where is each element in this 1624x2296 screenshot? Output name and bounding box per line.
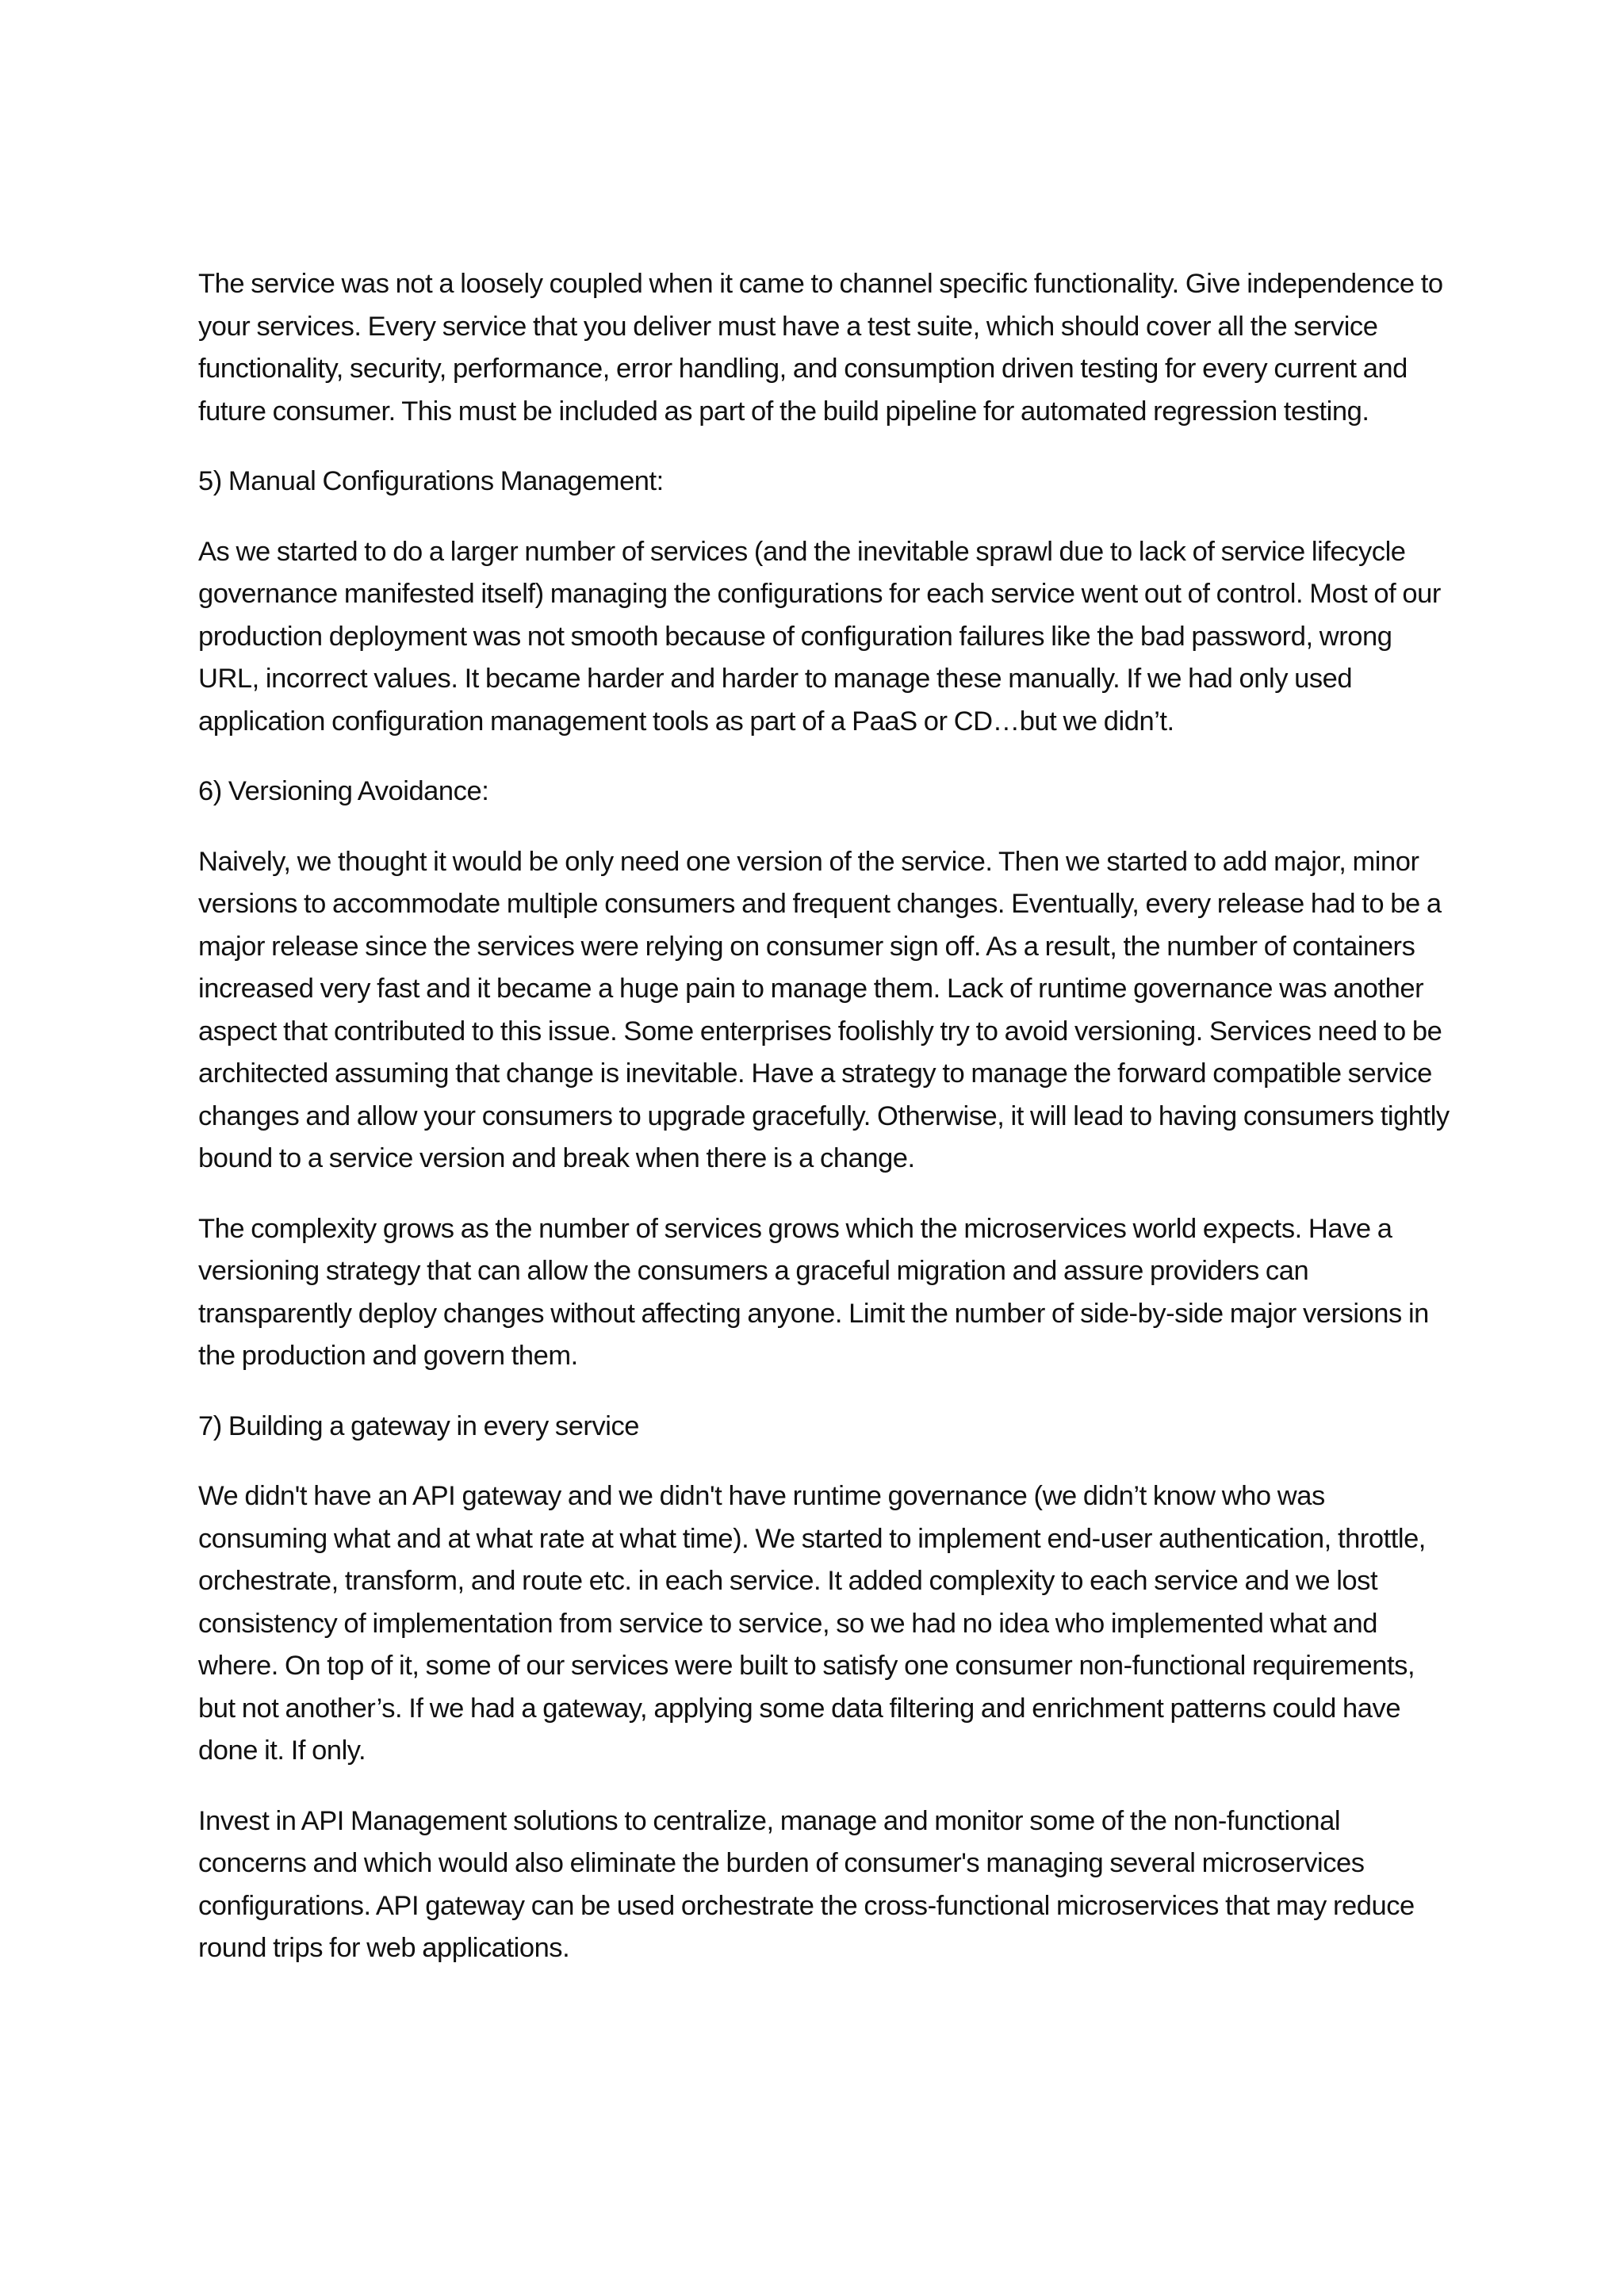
- paragraph-api-management: Invest in API Management solutions to centralize, manage and monitor some of the non-functional concerns and which would also eliminate the burden of consumer's managing several microservices configurations. API gateway can be used orchestrate the cross-functional microservices that may reduce round trips for web applications.: [198, 1805, 1415, 1963]
- paragraph-gateway: We didn't have an API gateway and we didn't have runtime governance (we didn’t know who was consuming what and at what rate at what time). We started to implement end-user authentication, throttle, orchestrate, transform, and route etc. in each service. It added complexity to each service and we lost consistency of implementation from service to service, so we had no idea who implemented what and where. On top of it, some of our services were built to satisfy one consumer non-functional requirements, but not another’s. If we had a gateway, applying some data filtering and enrichment patterns could have done it. If only.: [198, 1481, 1426, 1766]
- paragraph-configurations: As we started to do a larger number of services (and the inevitable sprawl due to lack of service lifecycle governance manifested itself) managing the configurations for each service went out of control. Most of our production deployment was not smooth because of configuration failures like the bad password, wrong URL, incorrect values. It became harder and harder to manage these manually. If we had only used application configuration management tools as part of a PaaS or CD…but we didn’t.: [198, 536, 1441, 737]
- paragraph-test-suite: The service was not a loosely coupled when it came to channel specific functionality. Give independence to your services. Every service that you deliver must have a test suite, which should cover all the service functionality, security, performance, error handling, and consumption driven testing for every current and future consumer. This must be included as part of the build pipeline for automated regression testing.: [198, 269, 1443, 427]
- heading-building-gateway: 7) Building a gateway in every service: [198, 1410, 640, 1441]
- paragraph-complexity: The complexity grows as the number of services grows which the microservices world expects. Have a versioning strategy that can allow the consumers a graceful migration and assure providers can transparently deploy changes without affecting anyone. Limit the number of side-by-side major versions in the production and govern them.: [198, 1213, 1429, 1371]
- paragraph-versioning: Naively, we thought it would be only need one version of the service. Then we started to add major, minor versions to accommodate multiple consumers and frequent changes. Eventually, every release had to be a major release since the services were relying on consumer sign off. As a result, the number of containers increased very fast and it became a huge pain to manage them. Lack of runtime governance was another aspect that contributed to this issue. Some enterprises foolishly try to avoid versioning. Services need to be architected assuming that change is inevitable. Have a strategy to manage the forward compatible service changes and allow your consumers to upgrade gracefully. Otherwise, it will lead to having consumers tightly bound to a service version and break when there is a change.: [198, 846, 1450, 1173]
- heading-versioning-avoidance: 6) Versioning Avoidance:: [198, 776, 489, 806]
- document-body: [198, 263, 1451, 1998]
- heading-manual-configurations: 5) Manual Configurations Management:: [198, 466, 664, 496]
